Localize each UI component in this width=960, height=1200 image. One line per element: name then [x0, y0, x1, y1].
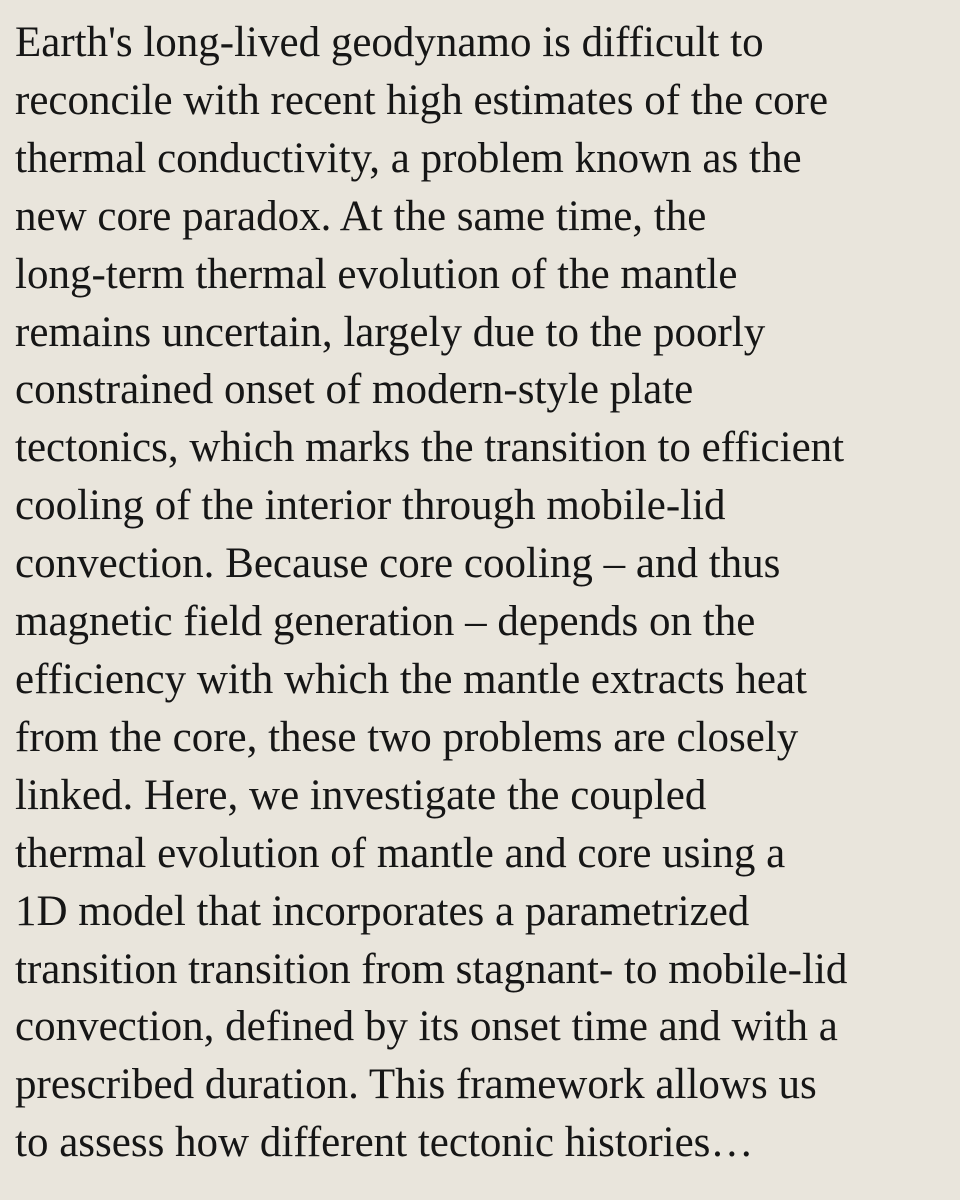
abstract-line: linked. Here, we investigate the coupled [15, 771, 707, 819]
abstract-line: tectonics, which marks the transition to efficient [15, 424, 845, 472]
abstract-line: thermal conductivity, a problem known as the [15, 134, 802, 182]
abstract-line: convection, defined by its onset time and with a [15, 1003, 838, 1051]
abstract-line: thermal evolution of mantle and core using a [15, 829, 786, 877]
abstract-line: new core paradox. At the same time, the [15, 192, 707, 240]
abstract-line: transition transition from stagnant- to mobile-lid [15, 945, 848, 993]
abstract-line: cooling of the interior through mobile-lid [15, 482, 726, 530]
abstract-line: from the core, these two problems are closely [15, 713, 799, 761]
abstract-line: prescribed duration. This framework allows us [15, 1061, 817, 1109]
abstract-text [15, 14, 950, 1172]
abstract-line: to assess how different tectonic histories… [15, 1119, 754, 1167]
abstract-line: 1D model that incorporates a parametrized [15, 887, 750, 935]
abstract-line: convection. Because core cooling – and thus [15, 540, 781, 588]
abstract-line: efficiency with which the mantle extracts heat [15, 655, 807, 703]
abstract-line: reconcile with recent high estimates of the core [15, 76, 829, 124]
abstract-line: remains uncertain, largely due to the poorly [15, 308, 766, 356]
abstract-line: constrained onset of modern-style plate [15, 366, 694, 414]
abstract-line: Earth's long-lived geodynamo is difficult to [15, 19, 764, 66]
abstract-line: long-term thermal evolution of the mantle [15, 250, 738, 298]
abstract-line: magnetic field generation – depends on the [15, 598, 756, 646]
